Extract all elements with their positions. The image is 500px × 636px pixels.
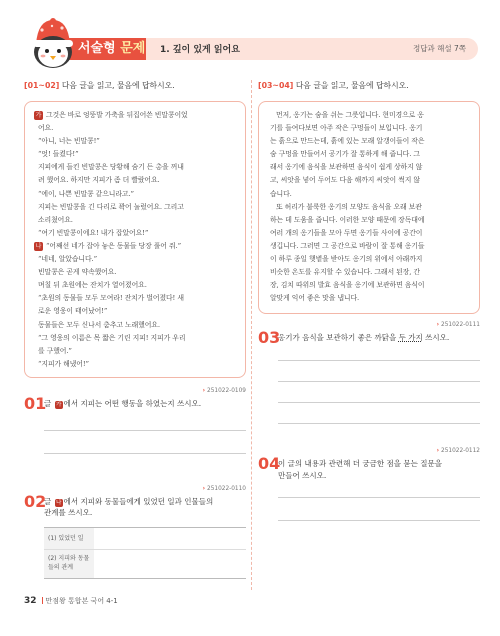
passage-line: 지피에게 들킨 빈말콩은 당황해 숨기 든 총을 꺼내: [38, 163, 184, 172]
question-range: [01~02]: [24, 81, 60, 90]
section-title-main: 서술형: [78, 41, 116, 56]
answer-line[interactable]: [278, 497, 480, 498]
footer-divider: [42, 597, 43, 604]
passage-line: 습니다.: [270, 189, 292, 198]
passage-line: “엇! 들켰다!”: [38, 150, 79, 159]
page-header: [0, 0, 500, 72]
penguin-mascot-icon: [24, 18, 82, 70]
question-text: 글 가 에서 지피는 어떤 행동을 하였는지 쓰시오.: [44, 398, 202, 408]
question-code: › 251022-0112: [258, 448, 480, 454]
passage-line: 지피는 빈말콩을 긴 다리로 꽉어 눌렀어요. 그리고: [38, 202, 184, 211]
answer-cell[interactable]: [94, 528, 246, 549]
passage-line: 이 하루 종일 햇볕을 받아도 옹기의 위에서 아래까지: [270, 255, 423, 264]
passage-line: 소리쳤어요.: [38, 215, 73, 224]
passage-line: 먼저, 옹기는 숨을 쉬는 그릇입니다. 현미경으로 옹: [276, 111, 424, 119]
question-text: 글 나 에서 지피와 동물들에게 있었던 일과 인물들의 관계를 쓰시오.: [44, 496, 214, 518]
answer-line[interactable]: [278, 423, 480, 424]
passage-line: 며칠 뒤 초원에는 잔치가 열어졌어요.: [38, 281, 147, 290]
header-bar: [38, 38, 478, 60]
answer-line[interactable]: [278, 381, 480, 382]
passage-line: 여러 개의 옹기들을 모아 두면 옹기들 사이에 공간이: [270, 228, 423, 237]
passage-line: 나 “어째선 네가 잡아 놓은 동물들 당장 풀어 줘.”: [35, 241, 182, 250]
passage-line: “여기 빈말콩이에요! 내가 잡았어요!”: [38, 228, 149, 237]
right-column: [258, 76, 480, 521]
question-04: [258, 456, 480, 481]
answer-line[interactable]: [278, 360, 480, 361]
passage-mark-na: 나: [55, 499, 62, 506]
passage-mark-na: 나: [35, 242, 42, 250]
question-code: › 251022-0111: [258, 322, 480, 328]
question-number: 01: [24, 393, 47, 413]
passage-line: “네네, 알았습니다.”: [38, 255, 98, 264]
question-number: 03: [258, 328, 281, 348]
passage-line: 를 구했어.”: [38, 346, 72, 355]
left-column: [24, 76, 246, 579]
page-footer: [24, 596, 118, 606]
passage-line: 기를 들여다보면 아주 작은 구멍들이 보입니다. 옹기: [270, 124, 423, 133]
question-code: › 251022-0109: [24, 388, 246, 394]
table-row: [44, 528, 246, 550]
row-header: (1) 있었던 일: [44, 528, 94, 549]
page-number: 32: [24, 596, 37, 606]
question-range: [03~04]: [258, 81, 294, 90]
row-header: (2) 지피와 동물들의 관계: [44, 550, 94, 578]
question-code: › 251022-0110: [24, 486, 246, 492]
answer-cell[interactable]: [94, 550, 246, 578]
unit-banner: [146, 38, 478, 60]
question-text: 옹기가 음식을 보관하기 좋은 까닭을 두 가지 쓰시오.: [278, 333, 450, 343]
answer-line[interactable]: [44, 453, 246, 454]
instruction-01-02: [24, 80, 246, 91]
unit-title: 1. 깊이 있게 읽어요: [160, 45, 240, 55]
passage-line: “그 영웅의 이름은 목 짧은 기린 지피! 지피가 우리: [38, 333, 186, 342]
question-02: [24, 491, 246, 519]
passage-line: “지피가 해냈어!”: [38, 359, 89, 368]
passage-line: 알맞게 익어 좋은 맛을 냅니다.: [270, 294, 360, 303]
passage-line: 장, 김치 따위의 발효 음식을 옹기에 보관하면 음식이: [270, 281, 425, 290]
passage-line: 어요.: [38, 124, 54, 133]
passage-line: “에이, 나쁜 빈말콩 같으니라고.”: [38, 189, 134, 198]
passage-line: 생깁니다. 그러면 그 공간으로 바람이 잘 통해 옹기들: [270, 241, 425, 250]
passage-box-story: [24, 101, 246, 378]
emphasis-underline: 두 가지: [398, 333, 423, 343]
table-row: [44, 550, 246, 578]
column-divider: [251, 80, 252, 590]
passage-line: “아니, 너는 빈말콩!”: [38, 137, 100, 146]
passage-mark-ga: 가: [55, 401, 62, 408]
answer-line[interactable]: [278, 402, 480, 403]
instruction-03-04: [258, 80, 480, 91]
passage-line: 숨 구멍을 만들어서 공기가 잘 통하게 해 줍니다. 그: [270, 150, 420, 159]
passage-line: “초원의 동물들 모두 모여라! 잔치가 벌어졌다! 새: [38, 294, 184, 303]
question-number: 02: [24, 491, 47, 511]
passage-line: 래서 옹기에 음식을 보관하면 음식이 쉽게 상하지 않: [270, 163, 423, 172]
instruction-text: 다음 글을 읽고, 물음에 답하시오.: [59, 81, 175, 90]
passage-line: 는 흙으로 만드는데, 흙에 있는 모래 알갱이들이 작은: [270, 137, 425, 146]
passage-box-onggi: [258, 101, 480, 314]
passage-line: 비슷한 온도를 유지할 수 있습니다. 그래서 된장, 간: [270, 268, 420, 277]
passage-line: 고, 씨앗을 넣어 두어도 다음 해까지 씨앗이 썩지 않: [270, 176, 420, 185]
question-03: [258, 330, 480, 346]
section-title-accent: 문제: [120, 41, 146, 56]
passage-line: 하는 데 도움을 줍니다. 이러한 모양 때문에 장독대에: [270, 215, 425, 224]
passage-line: 가 그것은 바로 엉뚱발 가축을 뒤집어쓴 빈말콩이었: [35, 111, 188, 119]
passage-line: 려 했어요. 하지만 지피가 좀 더 빨랐어요.: [38, 176, 160, 185]
passage-mark-ga: 가: [35, 112, 42, 119]
question-text: 이 글의 내용과 관련해 더 궁금한 점을 묻는 질문을 만들어 쓰시오.: [278, 459, 442, 480]
passage-line: 로운 영웅이 태어났어!”: [38, 307, 108, 316]
question-01: [24, 393, 246, 413]
answer-line[interactable]: [278, 520, 480, 521]
answer-reference: 정답과 해설 7쪽: [412, 44, 466, 53]
instruction-text: 다음 글을 읽고, 물음에 답하시오.: [293, 81, 409, 90]
passage-line: 또 허리가 불룩한 옹기의 모양도 음식을 오래 보관: [276, 202, 422, 211]
passage-line: 빈말콩은 곧게 약속했어요.: [38, 268, 117, 277]
book-title: 만점왕 통합본 국어 4-1: [45, 597, 118, 605]
question-number: 04: [258, 454, 281, 474]
passage-line: 동물들은 모두 신나서 춤추고 노래했어요.: [38, 320, 160, 329]
answer-line[interactable]: [44, 430, 246, 431]
answer-table: [44, 527, 246, 579]
